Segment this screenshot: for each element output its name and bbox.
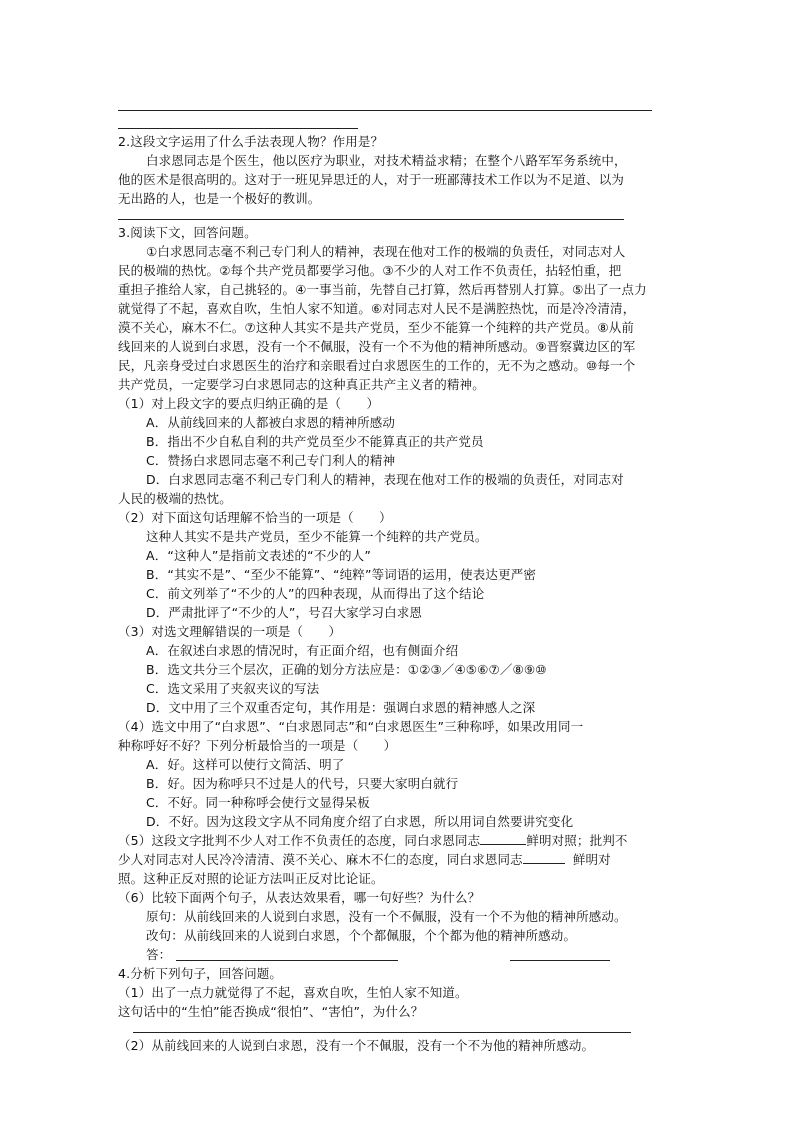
fill-blank-2[interactable]: [523, 851, 565, 864]
sub-question-3-stem: （3）对选文理解错误的一项是（ ）: [118, 624, 342, 639]
passage-line: 共产党员，一定要学习白求恩同志的这种真正共产主义者的精神。: [118, 377, 485, 392]
sub-question-5-text: 鲜明对照；批判不: [526, 833, 628, 848]
answer-line[interactable]: [118, 110, 652, 111]
original-sentence: 原句：从前线回来的人说到白求恩，没有一个不佩服，没有一个不为他的精神所感动。: [146, 909, 627, 924]
option-d-continued: 人民的极端的热忱。: [118, 491, 232, 506]
option-a[interactable]: A．从前线回来的人都被白求恩的精神所感动: [146, 415, 396, 430]
sub-question-5-line: [118, 850, 678, 869]
passage-line: 漠不关心，麻木不仁。⑦这种人其实不是共产党员，至少不能算一个纯粹的共产党员。⑧从前: [118, 320, 635, 335]
sub-question-5-text: 少人对同志对人民冷冷清清、漠不关心、麻木不仁的态度，同白求恩同志: [118, 852, 523, 867]
option-b[interactable]: B．“其实不是”、“至少不能算”、“纯粹”等词语的运用，使表达更严密: [146, 567, 537, 582]
passage-line: 民，凡亲身受过白求恩医生的治疗和亲眼看过白求恩医生的工作的，无不为之感动。⑩每一个: [118, 358, 636, 373]
option-c[interactable]: C．选文采用了夹叙夹议的写法: [146, 681, 320, 696]
fill-blank-1[interactable]: [480, 832, 526, 845]
option-c[interactable]: C．不好。同一种称呼会使行文显得呆板: [146, 795, 370, 810]
option-b[interactable]: B．选文共分三个层次，正确的划分方法应是：①②③／④⑤⑥⑦／⑧⑨⑩: [146, 662, 547, 677]
q2-text-line: 白求恩同志是个医生，他以医疗为职业，对技术精益求精；在整个八路军军务系统中，: [146, 153, 627, 168]
option-d[interactable]: D．白求恩同志毫不利己专门利人的精神，表现在他对工作的极端的负责任，对同志对: [146, 472, 624, 487]
sub-question-4-stem-cont: 种称呼好不好？下列分析最恰当的一项是（ ）: [118, 738, 397, 753]
option-d[interactable]: D．不好。因为这段文字从不同角度介绍了白求恩，所以用词自然要讲究变化: [146, 814, 574, 829]
passage-line: 民的极端的热忱。②每个共产党员都要学习他。③不少的人对工作不负责任，拈轻怕重，把: [118, 263, 622, 278]
option-a[interactable]: A．好。这样可以使行文简活、明了: [146, 757, 345, 772]
question-2-title: 2.这段文字运用了什么手法表现人物？作用是？: [118, 134, 384, 149]
question-3-heading: 3.阅读下文，回答问题。: [118, 225, 257, 240]
q2-text-line: 他的医术是很高明的。这对于一班见异思迁的人，对于一班鄙薄技术工作以为不足道、以为: [118, 172, 625, 187]
sub-question-5-text: （5）这段文字批判不少人对工作不负责任的态度，同白求恩同志: [118, 833, 481, 848]
q4-sub-question-1: （1）出了一点力就觉得了不起，喜欢自吹，生怕人家不知道。: [118, 985, 468, 1000]
answer-line[interactable]: [118, 128, 358, 129]
passage-line: 就觉得了不起，喜欢自吹，生怕人家不知道。⑥对同志对人民不是满腔热忱，而是冷冷清清，: [118, 301, 636, 316]
quoted-sentence: 这种人其实不是共产党员，至少不能算一个纯粹的共产党员。: [146, 529, 488, 544]
option-c[interactable]: C．前文列举了“不少的人”的四种表现，从而得出了这个结论: [146, 586, 485, 601]
option-d[interactable]: D．严肃批评了“不少的人”，号召大家学习白求恩: [146, 605, 423, 620]
option-a[interactable]: A．“这种人”是指前文表述的“不少的人”: [146, 548, 371, 563]
sub-question-4-stem: （4）选文中用了“白求恩”、“白求恩同志”和“白求恩医生”三种称呼，如果改用同一: [118, 719, 584, 734]
answer-line[interactable]: [510, 960, 610, 961]
revised-sentence: 改句：从前线回来的人说到白求恩，个个都佩服，个个都为他的精神所感动。: [146, 928, 577, 943]
passage-line: ①白求恩同志毫不利己专门利人的精神，表现在他对工作的极端的负责任，对同志对人: [146, 244, 626, 259]
sub-question-5-text: 鲜明对: [572, 852, 611, 867]
q4-sub-question-2: （2）从前线回来的人说到白求恩，没有一个不佩服，没有一个不为他的精神所感动。: [118, 1038, 595, 1053]
answer-label: 答：: [146, 947, 172, 962]
option-b[interactable]: B．指出不少自私自利的共产党员至少不能算真正的共产党员: [146, 434, 484, 449]
answer-line[interactable]: [133, 1032, 631, 1033]
sub-question-6-stem: （6）比较下面两个句子，从表达效果看，哪一句好些？为什么？: [118, 890, 481, 905]
answer-line[interactable]: [176, 960, 398, 961]
option-b[interactable]: B．好。因为称呼只不过是人的代号，只要大家明白就行: [146, 776, 459, 791]
option-d[interactable]: D．文中用了三个双重否定句，其作用是：强调白求恩的精神感人之深: [146, 700, 536, 715]
question-4-heading: 4.分析下列句子，回答问题。: [118, 966, 283, 981]
sub-question-1-stem: （1）对上段文字的要点归纳正确的是（ ）: [118, 396, 380, 411]
sub-question-5-line: [118, 831, 678, 850]
passage-line: 线回来的人说到白求恩，没有一个不佩服，没有一个不为他的精神所感动。⑨晋察冀边区的军: [118, 339, 636, 354]
passage-line: 重担子推给人家，自己挑轻的。④一事当前，先替自己打算，然后再替别人打算。⑤出了一点力: [118, 282, 647, 297]
sub-question-5-line: 照。这种正反对照的论证方法叫正反对比论证。: [118, 871, 384, 886]
option-c[interactable]: C．赞扬白求恩同志毫不利己专门利人的精神: [146, 453, 396, 468]
answer-line[interactable]: [118, 219, 624, 220]
option-a[interactable]: A．在叙述白求恩的情况时，有正面介绍，也有侧面介绍: [146, 643, 459, 658]
q2-text-line: 无出路的人，也是一个极好的教训。: [118, 191, 321, 206]
q4-sub-question-1-ask: 这句话中的“生怕”能否换成“很怕”、“害怕”，为什么？: [118, 1004, 424, 1019]
sub-question-2-stem: （2）对下面这句话理解不恰当的一项是（ ）: [118, 510, 392, 525]
